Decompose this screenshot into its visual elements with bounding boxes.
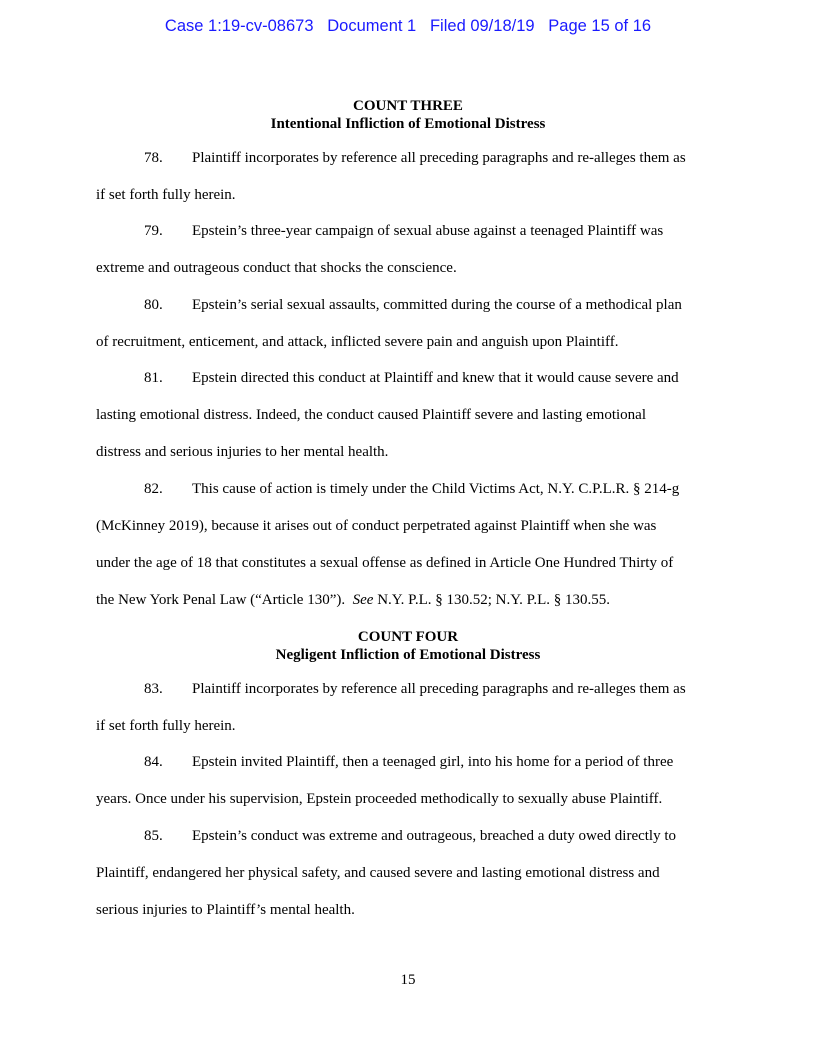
paragraph-79 xyxy=(96,213,720,287)
paragraph-text: Plaintiff incorporates by reference all preceding paragraphs and re-alleges them as xyxy=(192,150,686,166)
paragraph-text: Epstein invited Plaintiff, then a teenaged girl, into his home for a period of three xyxy=(192,754,674,770)
paragraph-line xyxy=(96,213,720,250)
paragraph-83 xyxy=(96,671,720,745)
paragraph-line xyxy=(96,140,720,177)
case-header: Case 1:19-cv-08673 Document 1 Filed 09/18/19 Page 15 of 16 xyxy=(164,17,652,35)
paragraph-text: Epstein’s conduct was extreme and outrageous, breached a duty owed directly to xyxy=(192,828,677,844)
paragraph-line xyxy=(96,360,720,397)
paragraph-line xyxy=(96,287,720,324)
paragraph-line: under the age of 18 that constitutes a sexual offense as defined in Article One Hundred Thirty of xyxy=(96,555,674,571)
paragraph-number: 78. xyxy=(144,150,163,166)
paragraph-line xyxy=(96,471,720,508)
count-three-subtitle: Intentional Infliction of Emotional Distress xyxy=(270,116,546,132)
count-three-heading xyxy=(0,97,816,133)
paragraph-line xyxy=(96,744,720,781)
paragraph-line: of recruitment, enticement, and attack, inflicted severe pain and anguish upon Plaintiff. xyxy=(96,334,619,350)
paragraph-line: if set forth fully herein. xyxy=(96,187,236,203)
paragraph-text: Epstein’s three-year campaign of sexual abuse against a teenaged Plaintiff was xyxy=(192,223,664,239)
paragraph-text: N.Y. P.L. § 130.52; N.Y. P.L. § 130.55. xyxy=(373,592,611,608)
paragraph-line: if set forth fully herein. xyxy=(96,718,236,734)
paragraph-number: 83. xyxy=(144,681,163,697)
paragraph-number: 82. xyxy=(144,481,163,497)
count-four-subtitle: Negligent Infliction of Emotional Distress xyxy=(275,647,541,663)
paragraph-line: Plaintiff, endangered her physical safety, and caused severe and lasting emotional distress and xyxy=(96,865,660,881)
paragraph-text: Plaintiff incorporates by reference all preceding paragraphs and re-alleges them as xyxy=(192,681,686,697)
paragraph-80 xyxy=(96,287,720,361)
count-four-title: COUNT FOUR xyxy=(357,629,459,645)
paragraph-number: 80. xyxy=(144,297,163,313)
paragraph-line xyxy=(96,818,720,855)
paragraph-line: years. Once under his supervision, Epstein proceeded methodically to sexually abuse Plaintiff. xyxy=(96,791,663,807)
paragraph-text: Epstein’s serial sexual assaults, committed during the course of a methodical plan xyxy=(192,297,682,313)
paragraph-line xyxy=(96,671,720,708)
paragraph-text: This cause of action is timely under the Child Victims Act, N.Y. C.P.L.R. § 214-g xyxy=(192,481,680,497)
page-number: 15 xyxy=(400,972,416,988)
paragraph-text: Epstein directed this conduct at Plaintiff and knew that it would cause severe and xyxy=(192,370,679,386)
paragraph-81 xyxy=(96,360,720,471)
paragraph-text: the New York Penal Law (“Article 130”). xyxy=(96,592,353,608)
paragraph-line: (McKinney 2019), because it arises out of conduct perpetrated against Plaintiff when she was xyxy=(96,518,657,534)
paragraph-78 xyxy=(96,140,720,214)
count-three-title: COUNT THREE xyxy=(353,98,463,114)
paragraph-number: 85. xyxy=(144,828,163,844)
paragraph-number: 79. xyxy=(144,223,163,239)
paragraph-line xyxy=(96,582,720,619)
paragraph-line: lasting emotional distress. Indeed, the conduct caused Plaintiff severe and lasting emotional xyxy=(96,407,646,423)
paragraph-84 xyxy=(96,744,720,818)
paragraph-number: 84. xyxy=(144,754,163,770)
paragraph-line: extreme and outrageous conduct that shocks the conscience. xyxy=(96,260,457,276)
paragraph-85 xyxy=(96,818,720,929)
paragraph-82 xyxy=(96,471,720,619)
count-four-heading xyxy=(0,628,816,664)
citation-signal: See xyxy=(352,592,374,608)
paragraph-line: serious injuries to Plaintiff’s mental health. xyxy=(96,902,355,918)
paragraph-line: distress and serious injuries to her mental health. xyxy=(96,444,389,460)
paragraph-number: 81. xyxy=(144,370,163,386)
